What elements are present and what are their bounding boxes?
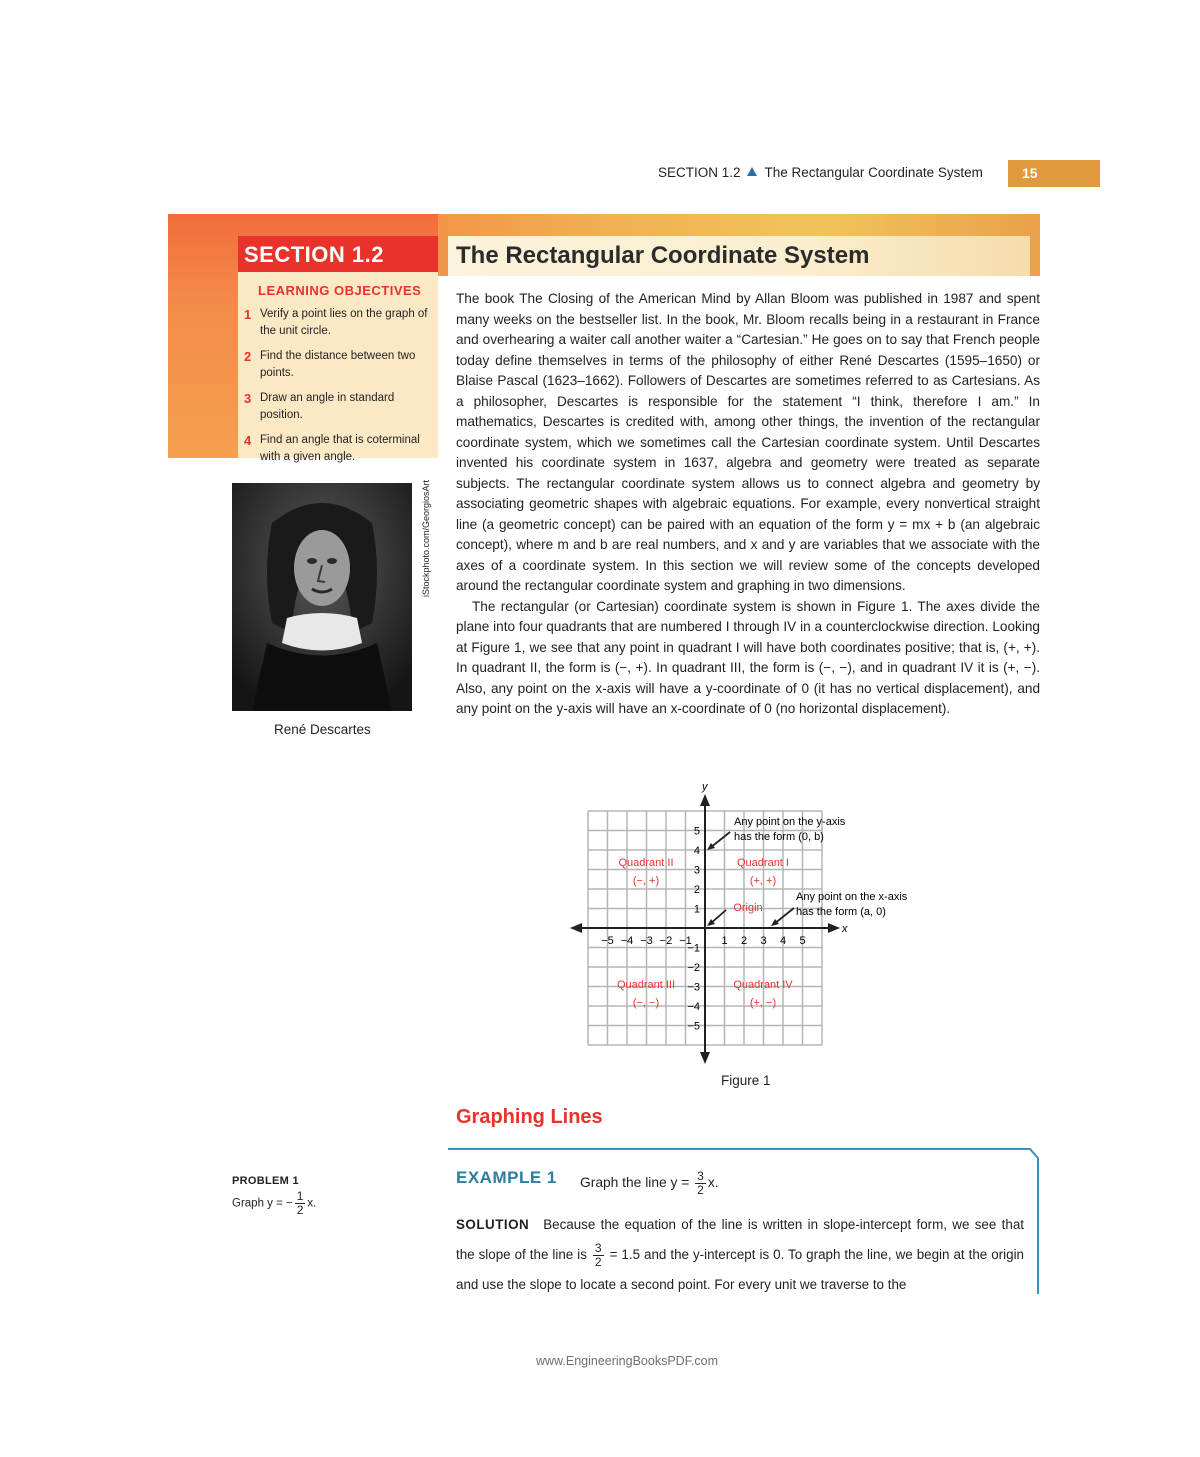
problem-label: PROBLEM 1 [232, 1175, 299, 1187]
running-header [658, 160, 1100, 187]
y-note-line-1: Any point on the y-axis [734, 816, 846, 828]
x-tick-label: −4 [620, 935, 634, 947]
section-title-bar [448, 236, 1030, 276]
quadrant-2-sign: (−, +) [632, 875, 660, 887]
problem-text: Graph y = − $\frac{1}{2}$ x. [232, 1189, 317, 1217]
example-label: EXAMPLE 1 [456, 1168, 557, 1187]
x-tick-label: −3 [640, 935, 653, 947]
quadrant-2-label: Quadrant II [618, 857, 674, 869]
footer-url: www.EngineeringBooksPDF.com [536, 1354, 719, 1368]
descartes-portrait [232, 483, 412, 711]
x-tick-labels [601, 935, 805, 947]
objective-item: 1 Verify a point lies on the graph of the unit circle. [244, 307, 428, 337]
triangle-icon [747, 167, 757, 176]
y-tick-label: 2 [693, 884, 700, 896]
portrait-caption: René Descartes [274, 722, 371, 737]
quadrant-1-label: Quadrant I [737, 857, 789, 869]
y-tick-label: −3 [687, 981, 700, 994]
x-note-line-1: Any point on the x-axis [796, 891, 908, 903]
y-tick-label: −1 [687, 942, 700, 955]
coordinate-plane [568, 778, 928, 1068]
paragraph-2: The rectangular (or Cartesian) coordinate system is shown in Figure 1. The axes divide the plane into four quadrants that are numbered I through IV in a counterclockwise direction. Looking at Figure 1, we see that any point in quadrant I will have both coordinates positive; that is, (+, +). In quadrant II, the form is (−, +). In quadrant III, the form is (−, −), and in quadrant IV it is (+, −). Also, any point on the x-axis will have a y-coordinate of 0 (it has no vertical displacement), and any point on the y-axis will have an x-coordinate of 0 (no horizontal displacement). [456, 598, 1040, 716]
problem-fraction: $\frac{1}{2}$ [296, 1189, 304, 1217]
y-tick-label: 1 [693, 903, 700, 916]
example-prompt: Graph the line y = $\frac{3}{2}$ x. [580, 1169, 719, 1197]
quadrant-4-label: Quadrant IV [733, 979, 793, 991]
x-tick-label: 4 [779, 935, 787, 947]
figure-caption: Figure 1 [721, 1073, 771, 1088]
y-axis-label: y [702, 781, 708, 793]
y-arrow-down [700, 1052, 710, 1064]
slope-fraction: $\frac{3}{2}$ [594, 1240, 602, 1269]
body-text [456, 289, 1040, 720]
quadrant-1-sign: (+, +) [749, 875, 777, 887]
y-tick-label: −2 [687, 962, 700, 974]
objective-item: 3 Draw an angle in standard position. [244, 391, 395, 421]
page-number-box [1008, 160, 1100, 187]
objective-item: 2 Find the distance between two points. [244, 349, 416, 379]
objective-item: 4 Find an angle that is coterminal with a given angle. [244, 433, 420, 463]
page-number: 15 [1022, 165, 1038, 181]
x-arrow-right [828, 923, 840, 933]
example-solution: SOLUTION Because the equation of the line is written in slope-intercept form, we see that the slope of the line is $\frac{3}{2}$ = 1.5 and the y-intercept is 0. To graph the line, we begin at the origin and use the slope to locate a second point. For every unit we traverse to the [456, 1217, 1024, 1292]
paragraph-1: The book The Closing of the American Mind by Allan Bloom was published in 1987 and spent many weeks on the bestseller list. In the book, Mr. Bloom recalls being in a restaurant in France and overhearing a waiter call another waiter a “Cartesian.” He goes on to say that French people today define themselves in terms of the philosophy of either René Descartes (1595–1650) or Blaise Pascal (1623–1662). Followers of Descartes are sometimes referred to as Cartesians. As a philosopher, Descartes is responsible for the statement “I think, therefore I am.” In mathematics, Descartes is credited with, among other things, the invention of the rectangular coordinate system, which we sometimes call the Cartesian coordinate system. Until Descartes invented his coordinate system in 1637, algebra and geometry were treated as separate subjects. The rectangular coordinate system allows us to connect algebra and geometry by associating geometric shapes with algebraic equations. For example, every nonvertical straight line (a geometric concept) can be paired with an equation of the form y = mx + b (an algebraic concept), where m and b are real numbers, and x and y are variables that we associate with the axes of a coordinate system. In this section we will review some of the concepts developed around the rectangular coordinate system and graphing in two dimensions. [456, 291, 1040, 593]
quadrant-4-sign: (+, −) [749, 997, 777, 1009]
problem-sidebar [232, 1172, 316, 1217]
figure-1 [568, 778, 928, 1068]
x-tick-label: 1 [721, 935, 728, 947]
x-tick-label: 2 [740, 935, 748, 947]
graphing-lines-heading: Graphing Lines [456, 1106, 603, 1128]
y-tick-label: 3 [693, 864, 700, 877]
y-tick-label: −4 [687, 1001, 700, 1013]
x-tick-label: −1 [679, 935, 692, 947]
section-title: The Rectangular Coordinate System [456, 242, 870, 269]
section-label-box [238, 236, 438, 272]
portrait-illustration [232, 483, 412, 711]
y-arrow-up [700, 794, 710, 806]
x-tick-label: −5 [601, 935, 614, 947]
y-tick-label: 4 [693, 845, 700, 857]
running-title: The Rectangular Coordinate System [764, 165, 983, 180]
running-section: SECTION 1.2 [658, 165, 741, 180]
y-note-line-2: has the form (0, b) [734, 831, 824, 843]
x-axis-label: x [842, 923, 848, 935]
learning-objectives-heading: LEARNING OBJECTIVES [258, 283, 422, 298]
y-tick-label: −5 [687, 1020, 700, 1033]
learning-objectives-list [244, 306, 432, 474]
x-tick-label: 3 [760, 935, 767, 947]
section-label: SECTION 1.2 [244, 242, 384, 267]
photo-credit: iStockphoto.com/GeorgiosArt [421, 479, 431, 597]
x-tick-label: −2 [659, 935, 673, 947]
quadrant-3-sign: (−, −) [632, 997, 660, 1009]
quadrant-3-label: Quadrant III [616, 979, 676, 991]
solution-label: SOLUTION [456, 1217, 530, 1232]
x-note-line-2: has the form (a, 0) [796, 906, 886, 918]
x-tick-label: 5 [799, 935, 806, 947]
y-tick-label: 5 [693, 825, 700, 838]
origin-label: Origin [733, 902, 763, 914]
x-arrow-left [570, 923, 582, 933]
example-fraction: $\frac{3}{2}$ [697, 1169, 704, 1197]
